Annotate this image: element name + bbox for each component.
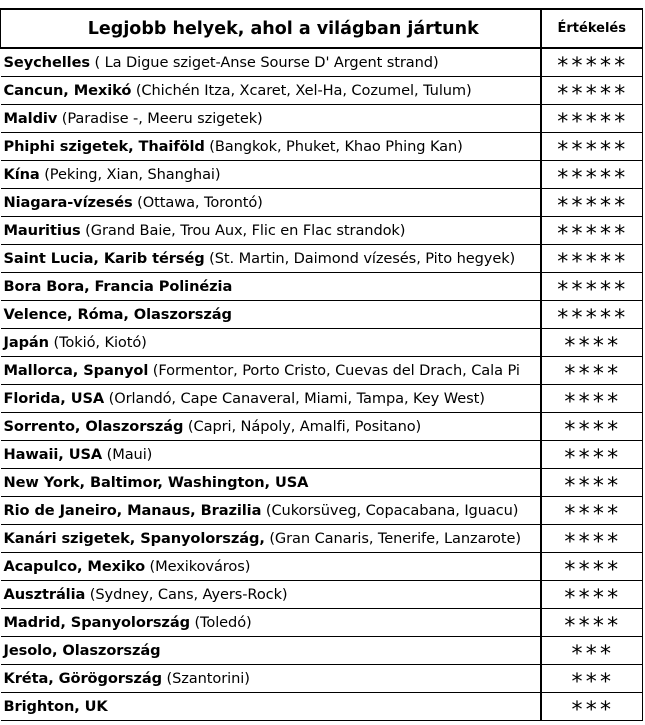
destination-cell[interactable] [1,189,541,217]
destination-name: Velence, Róma, Olaszország [3,306,232,323]
rating-cell[interactable] [541,693,643,721]
destination-details: (Maui) [102,446,153,463]
rating-cell[interactable] [541,385,643,413]
rating-stars: **** [563,333,621,357]
destination-name: Madrid, Spanyolország [3,614,190,631]
destination-cell[interactable] [1,665,541,693]
destination-details: (Szantorini) [161,670,250,687]
destination-cell[interactable] [1,245,541,273]
rating-cell[interactable] [541,329,643,357]
table-row [1,245,643,273]
table-row [1,133,643,161]
destination-cell[interactable] [1,637,541,665]
rating-cell[interactable] [541,357,643,385]
table-row [1,469,643,497]
destination-details: (Peking, Xian, Shanghai) [39,166,221,183]
destination-cell[interactable] [1,609,541,637]
rating-stars: **** [563,445,621,469]
rating-stars: ***** [556,165,628,189]
rating-stars: *** [570,697,614,721]
table-row [1,385,643,413]
rating-column-header[interactable]: Értékelés [541,9,643,48]
rating-stars: ***** [556,109,628,133]
rating-cell[interactable] [541,665,643,693]
destination-details: (Gran Canaris, Tenerife, Lanzarote) [264,530,521,547]
destination-cell[interactable] [1,469,541,497]
rating-cell[interactable] [541,133,643,161]
table-row [1,329,643,357]
destination-name: Brighton, UK [3,698,108,715]
table-row [1,273,643,301]
destination-name: Rio de Janeiro, Manaus, Brazilia [3,502,262,519]
rating-cell[interactable] [541,525,643,553]
table-row [1,441,643,469]
destination-name: Maldiv [3,110,58,127]
rating-stars: **** [563,585,621,609]
header-row [1,9,643,48]
rating-stars: ***** [556,193,628,217]
destination-details: (Bangkok, Phuket, Khao Phing Kan) [204,138,463,155]
destination-name: Mauritius [3,222,81,239]
table-row [1,48,643,77]
destination-details: (Tokió, Kiotó) [48,334,147,351]
rating-cell[interactable] [541,301,643,329]
rating-stars: ***** [556,137,628,161]
rating-stars: **** [563,501,621,525]
rating-cell[interactable] [541,581,643,609]
rating-cell[interactable] [541,189,643,217]
destination-name: Phiphi szigetek, Thaiföld [3,138,205,155]
table-row [1,161,643,189]
table-row [1,581,643,609]
destination-name: Kína [3,166,40,183]
destination-cell[interactable] [1,105,541,133]
table-row [1,77,643,105]
rating-cell[interactable] [541,553,643,581]
destination-cell[interactable] [1,357,541,385]
table-body [1,9,643,721]
destination-details: (Chichén Itza, Xcaret, Xel-Ha, Cozumel, Tulum) [131,82,472,99]
table-row [1,413,643,441]
destination-cell[interactable] [1,581,541,609]
destination-name: Acapulco, Mexiko [3,558,146,575]
destination-name: Kréta, Görögország [3,670,162,687]
destination-details: (Cukorsüveg, Copacabana, Iguacu) [261,502,519,519]
destination-details: (Grand Baie, Trou Aux, Flic en Flac strandok) [80,222,406,239]
destination-cell[interactable] [1,329,541,357]
rating-stars: ***** [556,221,628,245]
destination-details: (Sydney, Cans, Ayers-Rock) [85,586,288,603]
rating-stars: ***** [556,249,628,273]
rating-cell[interactable] [541,245,643,273]
rating-cell[interactable] [541,105,643,133]
rating-stars: ***** [556,81,628,105]
destination-details: (Paradise -, Meeru szigetek) [57,110,263,127]
rating-cell[interactable] [541,217,643,245]
destination-name: Mallorca, Spanyol [3,362,149,379]
destination-cell[interactable] [1,553,541,581]
destination-cell[interactable] [1,301,541,329]
rating-stars: *** [570,669,614,693]
destination-cell[interactable] [1,77,541,105]
rating-cell[interactable] [541,469,643,497]
destination-name: Kanári szigetek, Spanyolország, [3,530,265,547]
destination-name: Seychelles [3,54,90,71]
destination-cell[interactable] [1,48,541,77]
rating-stars: **** [563,613,621,637]
destination-name: Florida, USA [3,390,105,407]
destination-details: (Mexikováros) [145,558,251,575]
rating-cell[interactable] [541,637,643,665]
destination-details: (Formentor, Porto Cristo, Cuevas del Drach, Cala Pi [148,362,520,379]
destination-name: Japán [3,334,49,351]
destination-details: ( La Digue sziget-Anse Sourse D' Argent strand) [89,54,439,71]
table-row [1,105,643,133]
destination-cell[interactable] [1,133,541,161]
destination-cell[interactable] [1,385,541,413]
rating-cell[interactable] [541,48,643,77]
destination-name: Jesolo, Olaszország [3,642,161,659]
table-row [1,665,643,693]
destination-cell[interactable] [1,693,541,721]
table-row [1,693,643,721]
rating-cell[interactable] [541,161,643,189]
table-row [1,553,643,581]
destination-name: Sorrento, Olaszország [3,418,184,435]
table-row [1,189,643,217]
destinations-table [0,8,643,721]
table-row [1,357,643,385]
table-row [1,217,643,245]
table-row [1,301,643,329]
rating-stars: **** [563,529,621,553]
rating-cell[interactable] [541,413,643,441]
destination-name: Cancun, Mexikó [3,82,132,99]
rating-cell[interactable] [541,273,643,301]
destination-details: (Toledó) [189,614,252,631]
table-row [1,609,643,637]
destination-name: Bora Bora, Francia Polinézia [3,278,233,295]
destination-details: (St. Martin, Daimond vízesés, Pito hegyek) [204,250,516,267]
destination-cell[interactable] [1,161,541,189]
rating-cell[interactable] [541,497,643,525]
rating-stars: **** [563,361,621,385]
rating-cell[interactable] [541,77,643,105]
destination-name: Ausztrália [3,586,86,603]
destination-name: Saint Lucia, Karib térség [3,250,205,267]
rating-stars: **** [563,473,621,497]
rating-stars: **** [563,417,621,441]
destination-details: (Orlandó, Cape Canaveral, Miami, Tampa, Key West) [104,390,485,407]
destination-name: New York, Baltimor, Washington, USA [3,474,309,491]
destination-cell[interactable] [1,217,541,245]
destination-cell[interactable] [1,525,541,553]
destination-cell[interactable] [1,273,541,301]
table-title[interactable]: Legjobb helyek, ahol a világban jártunk [1,9,541,48]
rating-cell[interactable] [541,609,643,637]
destination-name: Niagara-vízesés [3,194,133,211]
table-row [1,525,643,553]
rating-stars: *** [570,641,614,665]
destination-details: (Capri, Nápoly, Amalfi, Positano) [183,418,422,435]
rating-cell[interactable] [541,441,643,469]
table-row [1,637,643,665]
destination-details: (Ottawa, Torontó) [132,194,263,211]
destination-name: Hawaii, USA [3,446,103,463]
rating-stars: ***** [556,53,628,77]
rating-stars: ***** [556,305,628,329]
table-row [1,497,643,525]
rating-stars: ***** [556,277,628,301]
destination-cell[interactable] [1,497,541,525]
rating-stars: **** [563,557,621,581]
destination-cell[interactable] [1,441,541,469]
destination-cell[interactable] [1,413,541,441]
rating-stars: **** [563,389,621,413]
